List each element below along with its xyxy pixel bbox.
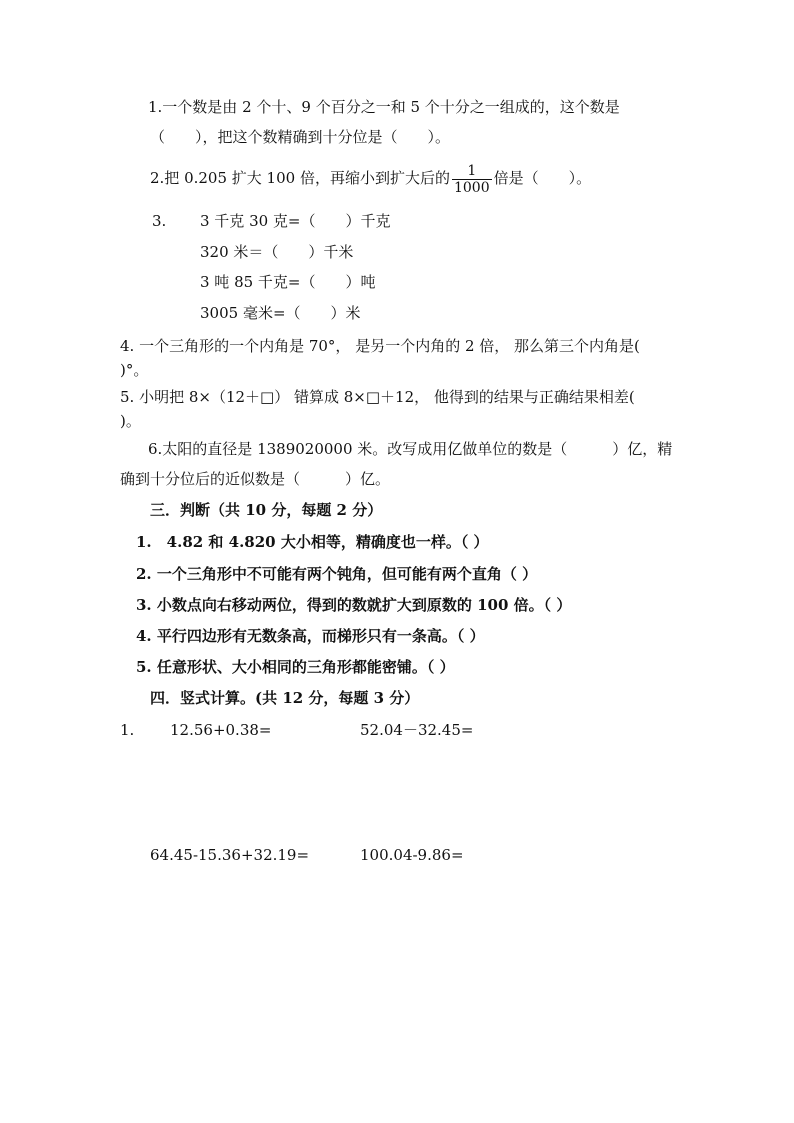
question-4-line-1: 4. 一个三角形的一个内角是 70°， 是另一个内角的 2 倍， 那么第三个内角是(: [120, 337, 640, 355]
question-4-line-2: )°。: [120, 361, 149, 379]
question-3-part-c: 3 吨 85 千克=（ ）吨: [200, 273, 376, 291]
judge-item-4: 4. 平行四边形有无数条高，而梯形只有一条高。（ ）: [136, 627, 485, 645]
question-3-part-d: 3005 毫米=（ ）米: [200, 304, 361, 322]
question-1-line-2: （ ），把这个数精确到十分位是（ ）。: [150, 128, 451, 146]
calc-expression-1: 12.56+0.38=: [170, 721, 272, 739]
question-2-text-before: 2.把 0.205 扩大 100 倍，再缩小到扩大后的: [150, 169, 450, 187]
calc-expression-2: 52.04－32.45=: [360, 721, 474, 739]
judge-heading: 三．判断（共 10 分，每题 2 分）: [150, 501, 383, 519]
question-5-line-2: )。: [120, 412, 141, 430]
calc-expression-3: 64.45-15.36+32.19=: [150, 846, 310, 864]
calc-expression-4: 100.04-9.86=: [360, 846, 464, 864]
fraction-numerator: 1: [452, 163, 492, 180]
question-3-label: 3.: [152, 212, 167, 230]
calc-heading: 四．竖式计算。(共 12 分，每题 3 分）: [150, 689, 420, 707]
question-6-line-1: 6.太阳的直径是 1389020000 米。改写成用亿做单位的数是（ ）亿，精: [148, 440, 673, 458]
question-5-line-1: 5. 小明把 8×（12＋□） 错算成 8×□＋12， 他得到的结果与正确结果相差(: [120, 388, 635, 406]
judge-item-2: 2. 一个三角形中不可能有两个钝角，但可能有两个直角（ ）: [136, 565, 538, 583]
fraction-denominator: 1000: [453, 179, 490, 196]
calc-label: 1.: [120, 721, 135, 739]
judge-item-1: 1. 4.82 和 4.820 大小相等，精确度也一样。（ ）: [136, 533, 489, 551]
question-1-line-1: 1.一个数是由 2 个十、9 个百分之一和 5 个十分之一组成的，这个数是: [148, 98, 620, 116]
question-2: [150, 160, 591, 196]
fraction-one-thousandth: [452, 163, 492, 196]
question-2-text-after: 倍是（ ）。: [493, 169, 592, 187]
judge-item-3: 3. 小数点向右移动两位，得到的数就扩大到原数的 100 倍。（ ）: [136, 596, 572, 614]
judge-item-5: 5. 任意形状、大小相同的三角形都能密铺。（ ）: [136, 658, 455, 676]
question-3-part-b: 320 米＝（ ）千米: [200, 243, 354, 261]
question-6-line-2: 确到十分位后的近似数是（ ）亿。: [120, 470, 391, 488]
question-3-part-a: 3 千克 30 克=（ ）千克: [200, 212, 391, 230]
